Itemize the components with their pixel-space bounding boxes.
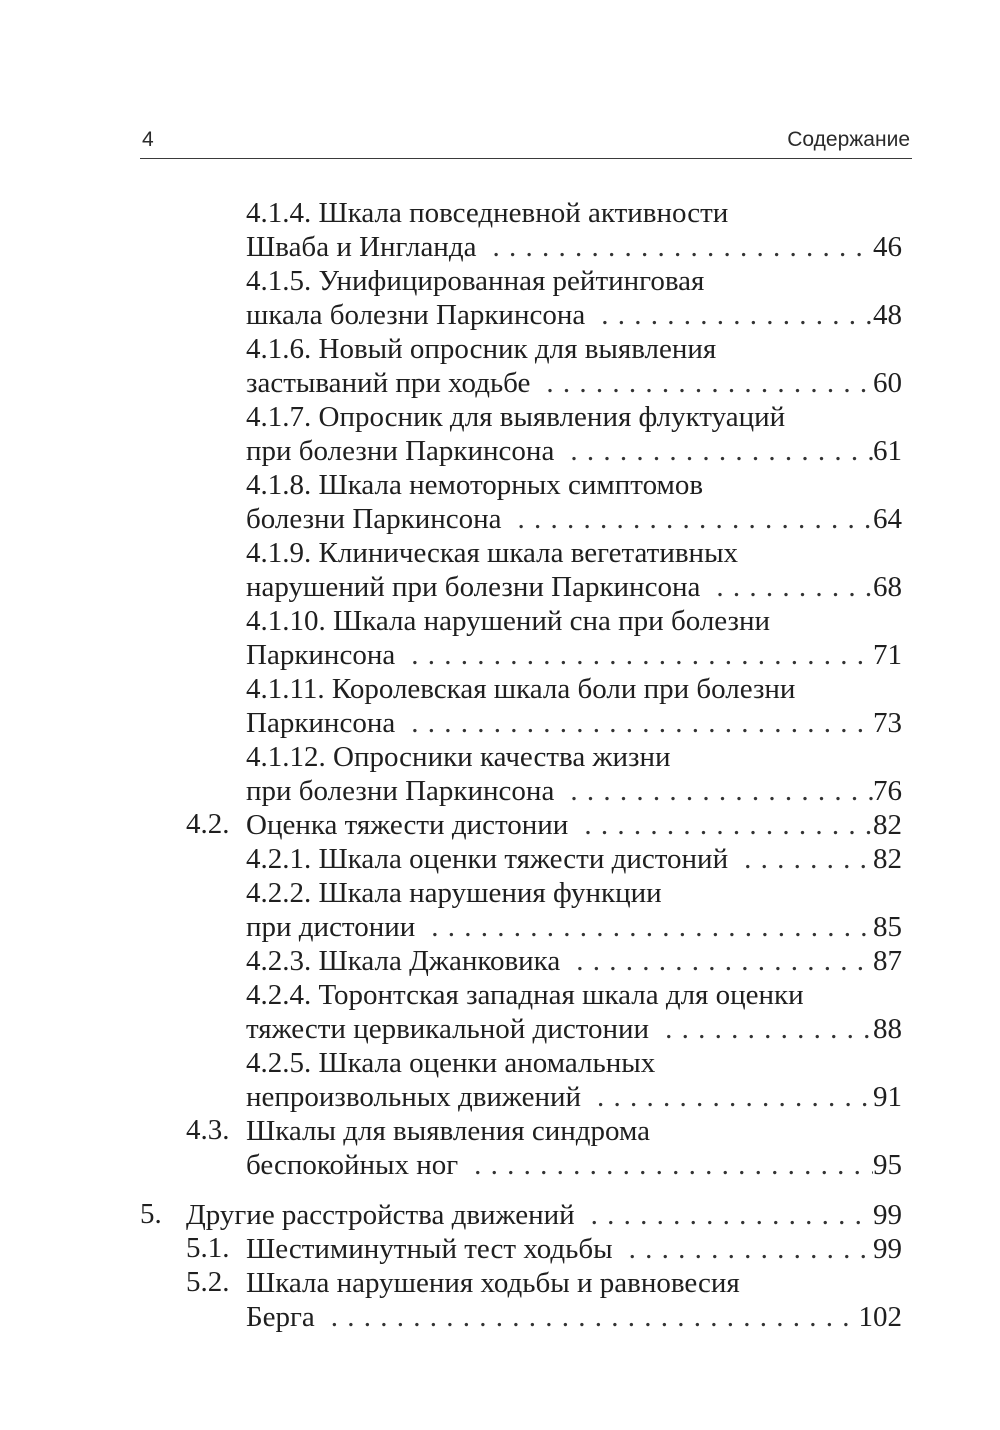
toc-entry-number: 5. [140,1198,162,1230]
dot-leader [395,706,873,740]
toc-entry-title: 4.1.4. Шкала повседневной активности [246,197,729,229]
toc-entry[interactable] [140,1266,902,1334]
toc-entry[interactable] [140,672,902,740]
toc-entry-number: 4.3. [186,1114,230,1146]
toc-entry-line [246,808,902,842]
dot-leader [613,1232,873,1266]
dot-leader [395,638,873,672]
toc-entry-line [246,706,902,740]
dot-leader [560,944,873,978]
toc-entry-title: 4.1.7. Опросник для выявления флуктуаций [246,401,786,433]
toc-entry-line [246,332,902,366]
toc-entry-title: 4.1.6. Новый опросник для выявления [246,333,717,365]
toc-entry-title: Берга [246,1301,315,1333]
toc-entry-line [246,400,902,434]
toc-entry-title: 4.2.1. Шкала оценки тяжести дистоний [246,843,729,875]
toc-entry-title: 4.2.4. Торонтская западная шкала для оценки [246,979,804,1011]
toc-entry-number: 4.2. [186,808,230,840]
dot-leader [585,298,873,332]
toc-entry-line [246,944,902,978]
toc-entry-title: Шкалы для выявления синдрома [246,1115,650,1147]
toc-entry-line [246,774,902,808]
toc-entry-line [246,1266,902,1300]
toc-entry-title: Паркинсона [246,639,396,671]
dot-leader [458,1148,873,1182]
toc-entry[interactable] [140,808,902,842]
toc-entry-title: 4.1.9. Клиническая шкала вегетативных [246,537,739,569]
toc-entry-title: 4.1.5. Унифицированная рейтинговая [246,265,705,297]
toc-entry[interactable] [140,196,902,264]
toc-entry-title: Шестиминутный тест ходьбы [246,1233,613,1265]
toc-entry[interactable] [140,740,902,808]
toc-entry-line [246,502,902,536]
toc-entry-line [246,876,902,910]
dot-leader [575,1198,873,1232]
toc-entry-title: Оценка тяжести дистонии [246,809,569,841]
toc-entry[interactable] [140,604,902,672]
toc-entry[interactable] [140,264,902,332]
toc-entry-page: 64 [873,503,902,535]
toc-entry-page: 102 [858,1301,902,1333]
toc-entry-page: 46 [873,231,902,263]
toc-entry-line [246,978,902,1012]
toc-entry-line [246,434,902,468]
toc-entry-title: шкала болезни Паркинсона [246,299,586,331]
toc-entry[interactable] [140,1046,902,1114]
toc-entry-title: 4.2.5. Шкала оценки аномальных [246,1047,656,1079]
toc-entry-title: 4.2.2. Шкала нарушения функции [246,877,662,909]
toc-entry-page: 61 [873,435,902,467]
toc-entry-title: 4.2.3. Шкала Джанковика [246,945,561,977]
dot-leader [568,808,873,842]
dot-leader [554,434,873,468]
toc-entry-title: 4.1.10. Шкала нарушений сна при болезни [246,605,771,637]
page-number: 4 [142,128,154,151]
toc-entry[interactable] [140,842,902,876]
toc-entry[interactable] [140,1198,902,1232]
toc-entry[interactable] [140,876,902,944]
toc-entry-page: 68 [873,571,902,603]
toc-entry-page: 91 [873,1081,902,1113]
dot-leader [554,774,873,808]
dot-leader [700,570,873,604]
toc-entry-line [246,264,902,298]
dot-leader [502,502,873,536]
dot-leader [649,1012,873,1046]
toc-entry-line [246,570,902,604]
toc-entry-line [246,1046,902,1080]
toc-entry-page: 95 [873,1149,902,1181]
toc-entry[interactable] [140,536,902,604]
toc-entry-line [246,1080,902,1114]
toc-entry-line [246,230,902,264]
toc-entry-number: 5.2. [186,1266,230,1298]
toc-entry-title: беспокойных ног [246,1149,459,1181]
toc-entry-page: 88 [873,1013,902,1045]
toc-entry-number: 5.1. [186,1232,230,1264]
toc-entry[interactable] [140,1114,902,1182]
toc-entry-line [246,842,902,876]
toc-entry[interactable] [140,978,902,1046]
toc-entry-line [246,638,902,672]
toc-entry-line [246,672,902,706]
toc-entry-title: Шваба и Ингланда [246,231,477,263]
toc-entry-line [246,298,902,332]
dot-leader [581,1080,873,1114]
toc-entry-page: 99 [873,1199,902,1231]
toc-entry-title: Паркинсона [246,707,396,739]
toc-entry-line [246,536,902,570]
toc-entry-title: Шкала нарушения ходьбы и равновесия [246,1267,740,1299]
toc-entry-page: 73 [873,707,902,739]
toc-entry-line [246,740,902,774]
toc-entry-page: 48 [873,299,902,331]
running-head [140,124,912,159]
toc-entry[interactable] [140,468,902,536]
toc-entry-title: при болезни Паркинсона [246,435,555,467]
dot-leader [315,1300,859,1334]
toc-entry-page: 76 [873,775,902,807]
toc-entry-title: 4.1.11. Королевская шкала боли при болезни [246,673,796,705]
toc-entry-line [246,1148,902,1182]
dot-leader [728,842,873,876]
toc-entry-page: 71 [873,639,902,671]
toc-entry[interactable] [140,332,902,400]
toc-entry-page: 82 [873,809,902,841]
toc-entry[interactable] [140,400,902,468]
toc-entry-title: 4.1.8. Шкала немоторных симптомов [246,469,704,501]
toc-entry[interactable] [140,1232,902,1266]
toc-entry-line [186,1198,902,1232]
toc-entry-title: при дистонии [246,911,416,943]
toc-entry-title: непроизвольных движений [246,1081,582,1113]
toc-entry-line [246,1300,902,1334]
toc-entry-title: тяжести цервикальной дистонии [246,1013,650,1045]
toc-entry-line [246,366,902,400]
toc-entry-title: застываний при ходьбе [246,367,531,399]
toc-entry-line [246,604,902,638]
dot-leader [530,366,873,400]
toc-entry-title: Другие расстройства движений [186,1199,575,1231]
toc-entry-line [246,1232,902,1266]
toc-entry-title: нарушений при болезни Паркинсона [246,571,701,603]
toc-entry-page: 60 [873,367,902,399]
running-title: Содержание [787,128,910,151]
dot-leader [476,230,873,264]
toc-entry-title: 4.1.12. Опросники качества жизни [246,741,671,773]
toc-entry-page: 99 [873,1233,902,1265]
toc-entry-title: при болезни Паркинсона [246,775,555,807]
toc-entry-line [246,1114,902,1148]
toc-entry-page: 85 [873,911,902,943]
toc-entry-line [246,910,902,944]
toc-entry-line [246,196,902,230]
toc-entry-title: болезни Паркинсона [246,503,502,535]
toc-entry-line [246,468,902,502]
dot-leader [415,910,873,944]
table-of-contents [140,196,902,1334]
toc-entry-line [246,1012,902,1046]
toc-entry-page: 82 [873,843,902,875]
toc-entry-page: 87 [873,945,902,977]
toc-entry[interactable] [140,944,902,978]
